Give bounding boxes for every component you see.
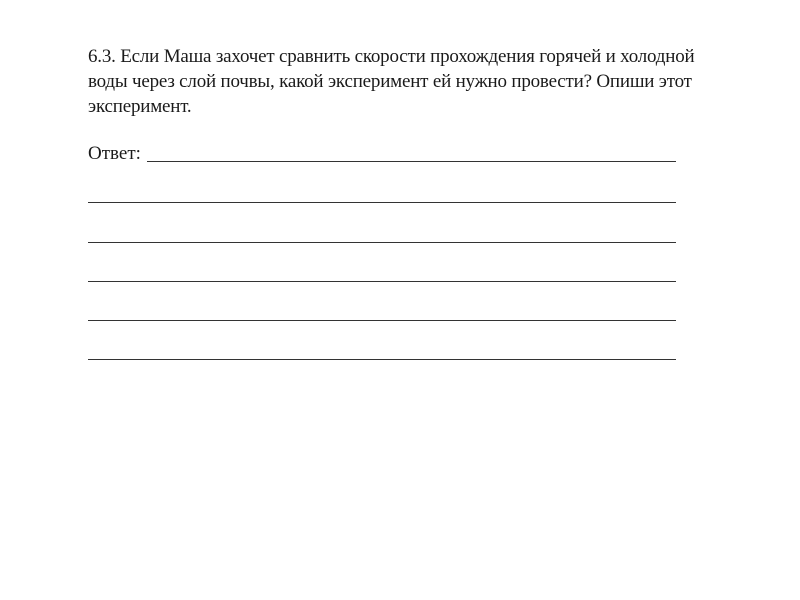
answer-blank-line-3[interactable]	[88, 281, 676, 282]
answer-blank-line-5[interactable]	[88, 359, 676, 360]
answer-label: Ответ:	[88, 143, 141, 164]
answer-blank-line-4[interactable]	[88, 320, 676, 321]
answer-line[interactable]	[147, 161, 676, 162]
answer-blank-line-2[interactable]	[88, 242, 676, 243]
answer-blank-line-1[interactable]	[88, 202, 676, 203]
answer-row	[88, 144, 676, 164]
question-text: 6.3. Если Маша захочет сравнить скорости прохождения горячей и холодной воды через слой почвы, какой эксперимент ей нужно провести? Опиши этот эксперимент.	[88, 46, 695, 117]
